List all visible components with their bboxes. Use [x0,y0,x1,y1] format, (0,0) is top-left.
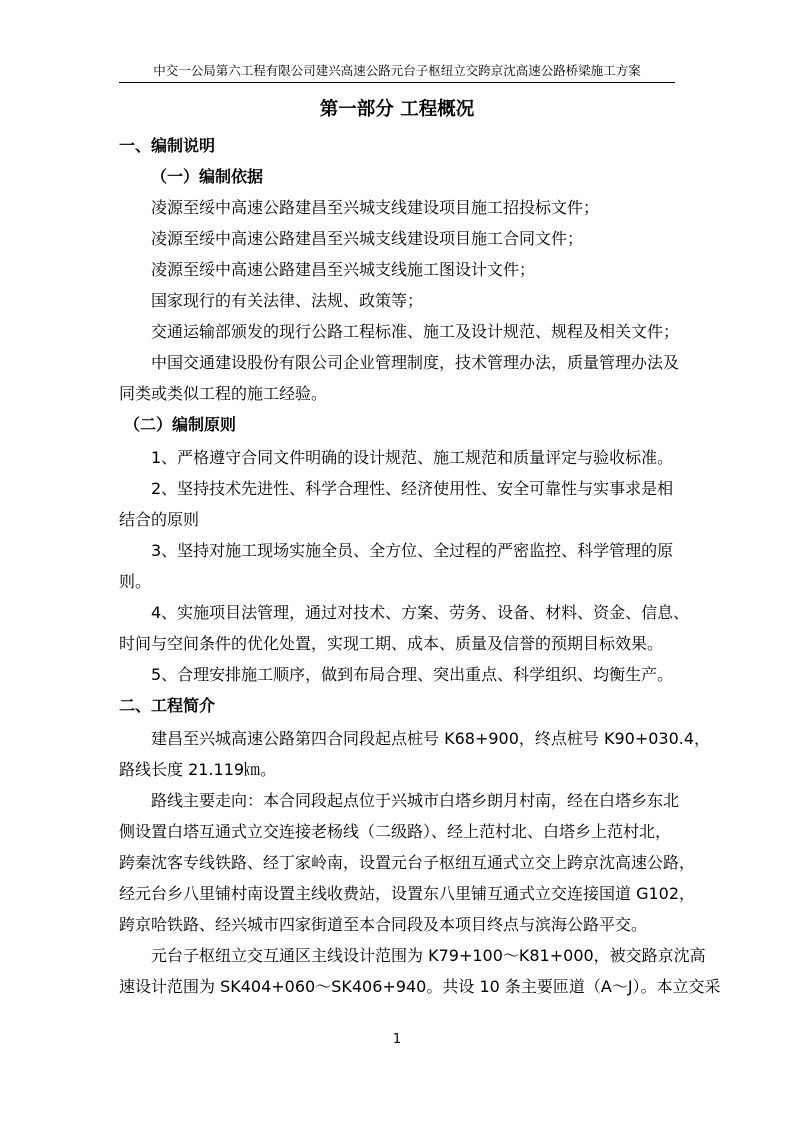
running-header: 中交一公局第六工程有限公司建兴高速公路元台子枢纽立交跨京沈高速公路桥梁施工方案 [119,62,675,83]
subsection-heading-basis: （一）编制依据 [151,167,264,186]
basis-item: 国家现行的有关法律、法规、政策等； [151,291,424,310]
basis-paragraph-line: 中国交通建设股份有限公司企业管理制度，技术管理办法，质量管理办法及 [151,353,680,372]
principle-line: 4、实施项目法管理，通过对技术、方案、劳务、设备、材料、资金、信息、 [151,603,690,622]
principle-line: 5、合理安排施工顺序，做到布局合理、突出重点、科学组织、均衡生产。 [151,665,674,684]
route-line: 跨京哈铁路、经兴城市四家街道至本合同段及本项目终点与滨海公路平交。 [119,915,648,934]
principle-line: 结合的原则 [119,510,200,529]
interchange-line: 速设计范围为 SK404+060～SK406+940。共设 10 条主要匝道（A～J）。本立交采 [119,977,721,996]
principle-line: 2、坚持技术先进性、科学合理性、经济使用性、安全可靠性与实事求是相 [151,479,674,498]
principle-line: 1、严格遵守合同文件明确的设计规范、施工规范和质量评定与验收标准。 [151,448,674,467]
basis-item: 凌源至绥中高速公路建昌至兴城支线建设项目施工招投标文件； [151,198,600,217]
route-line: 路线主要走向：本合同段起点位于兴城市白塔乡朗月村南，经在白塔乡东北 [151,791,680,810]
principle-line: 时间与空间条件的优化处置，实现工期、成本、质量及信誉的预期目标效果。 [119,634,664,653]
basis-item: 凌源至绥中高速公路建昌至兴城支线施工图设计文件； [151,260,536,279]
overview-line: 建昌至兴城高速公路第四合同段起点桩号 K68+900，终点桩号 K90+030.4， [151,729,711,748]
overview-line: 路线长度 21.119㎞。 [119,760,277,779]
page-number: 1 [392,1032,402,1047]
route-line: 跨秦沈客专线铁路、经丁家岭南，设置元台子枢纽互通式立交上跨京沈高速公路， [119,853,696,872]
section-heading-1: 一、编制说明 [119,136,216,155]
section-heading-2: 二、工程简介 [119,696,216,715]
principle-line: 3、坚持对施工现场实施全员、全方位、全过程的严密监控、科学管理的原 [151,541,674,560]
interchange-line: 元台子枢纽立交互通区主线设计范围为 K79+100～K81+000，被交路京沈高 [151,946,706,965]
route-line: 侧设置白塔互通式立交连接老杨线（二级路）、经上范村北、白塔乡上范村北， [119,822,672,841]
page-title: 第一部分 工程概况 [319,99,475,120]
basis-item: 凌源至绥中高速公路建昌至兴城支线建设项目施工合同文件； [151,229,584,248]
basis-paragraph-line: 同类或类似工程的施工经验。 [119,384,328,403]
route-line: 经元台乡八里铺村南设置主线收费站，设置东八里铺互通式立交连接国道 G102， [119,884,696,903]
principle-line: 则。 [119,572,152,591]
basis-item: 交通运输部颁发的现行公路工程标准、施工及设计规范、规程及相关文件； [151,322,680,341]
subsection-heading-principles: （二）编制原则 [124,415,237,434]
